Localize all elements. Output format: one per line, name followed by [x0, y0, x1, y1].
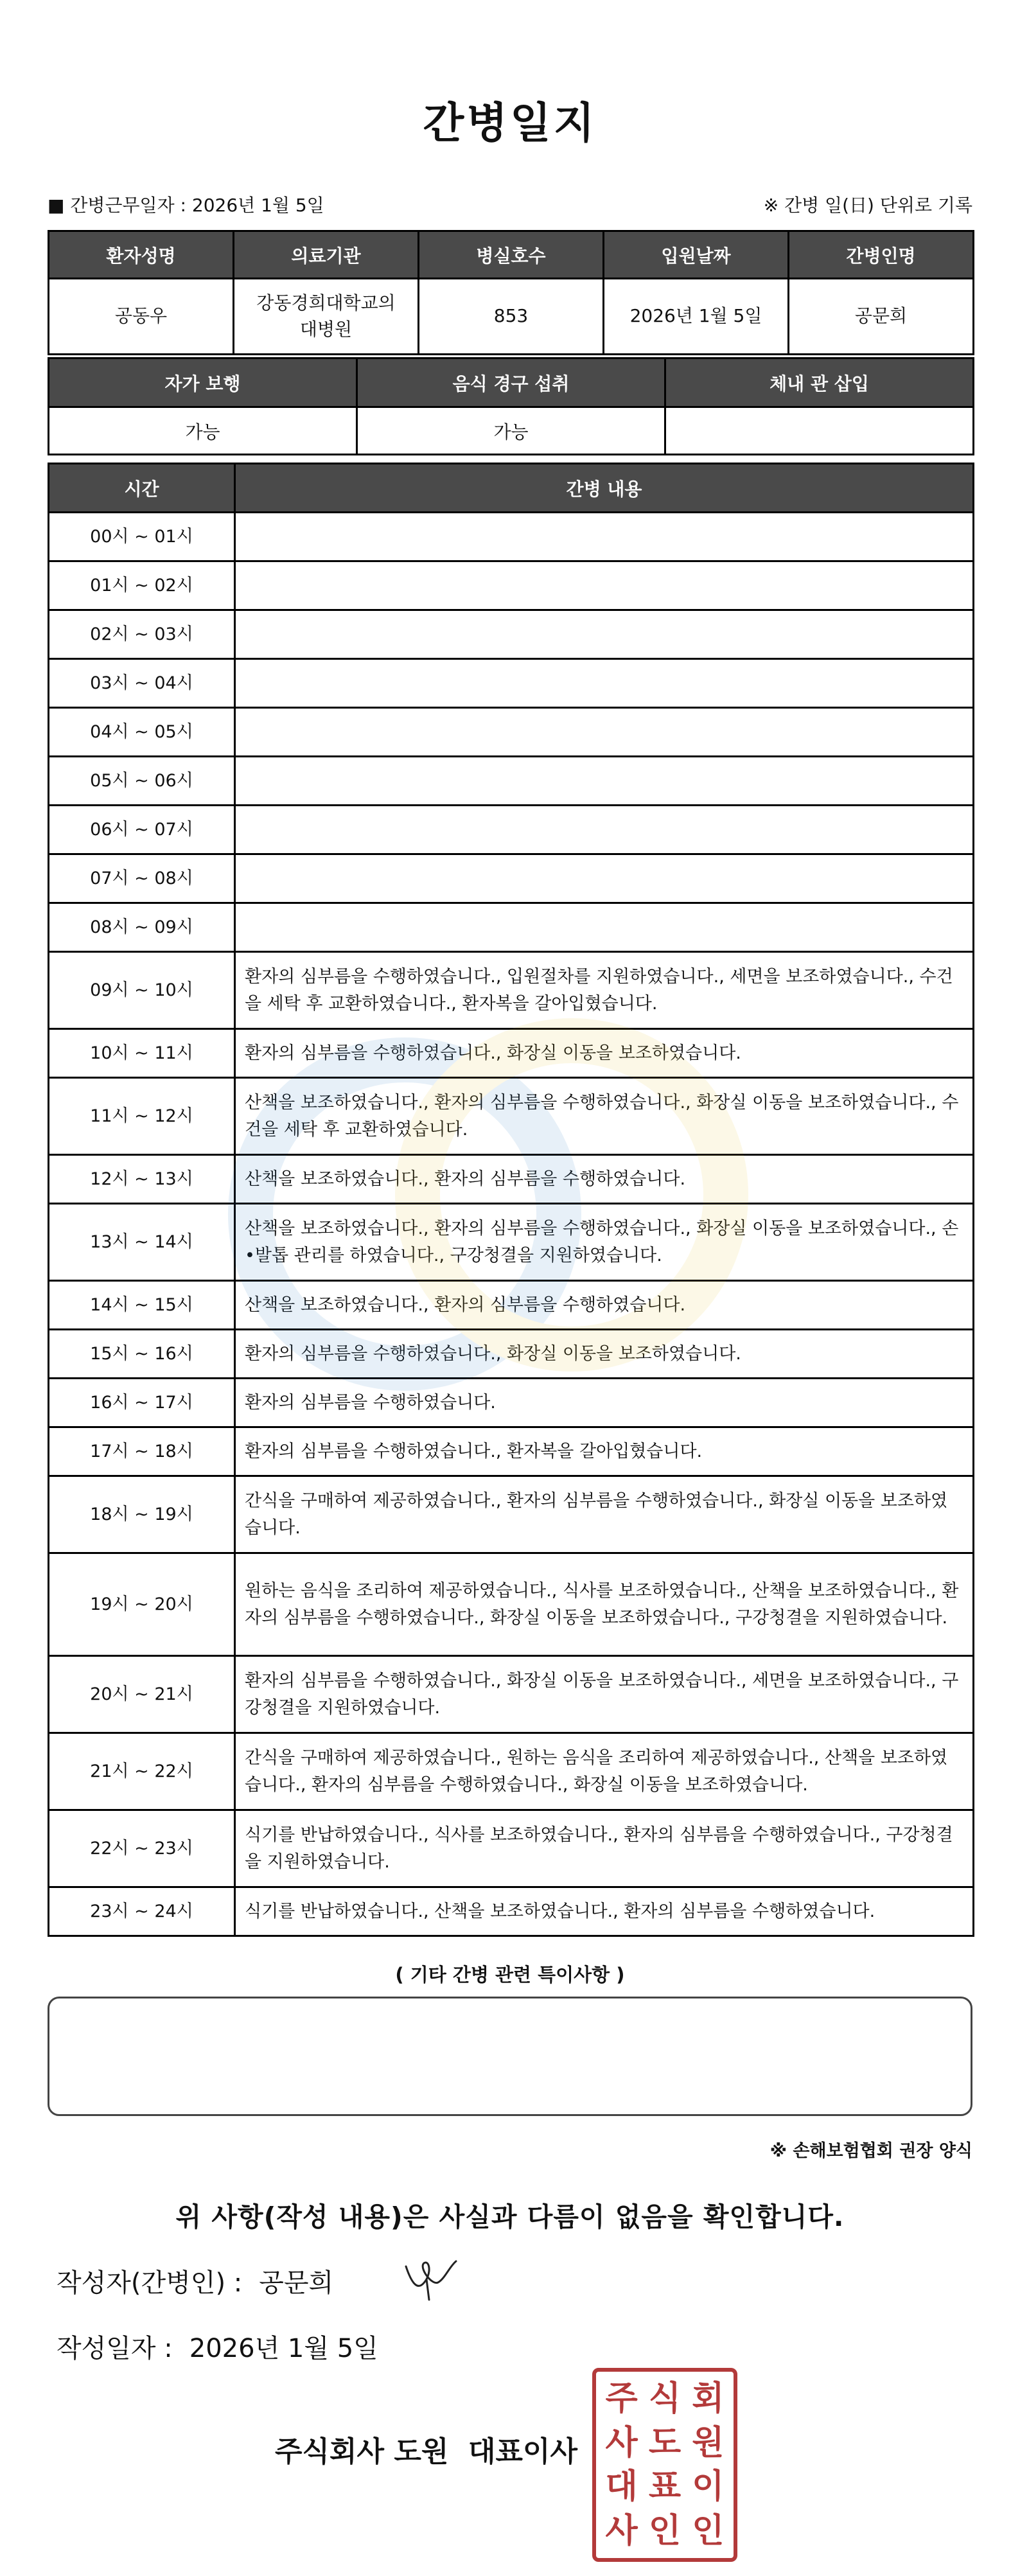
log-row [49, 1330, 974, 1379]
writer-name: 공문희 [259, 2268, 334, 2298]
log-row [49, 1029, 974, 1078]
log-content: 간식을 구매하여 제공하였습니다., 원하는 음식을 조리하여 제공하였습니다., 산책을 보조하였습니다., 환자의 심부름을 수행하였습니다., 화장실 이동을 보조하였습니다. [235, 1733, 974, 1810]
tube-insertion-value [665, 407, 974, 455]
work-date-label: ■ 간병근무일자 : [48, 195, 186, 216]
stamp-glyph: 식 [648, 2379, 681, 2419]
written-date-label: 작성일자 : [57, 2334, 173, 2363]
patient-name: 공동우 [49, 279, 234, 355]
log-content [235, 659, 974, 708]
company-seal-stamp [592, 2368, 737, 2562]
writer-row [57, 2263, 333, 2299]
written-date-value: 2026년 1월 5일 [189, 2334, 378, 2363]
log-time: 06시 ~ 07시 [49, 806, 235, 854]
header-room-number: 병실호수 [419, 231, 604, 279]
log-content: 산책을 보조하였습니다., 환자의 심부름을 수행하였습니다., 화장실 이동을 보조하였습니다., 수건을 세탁 후 교환하였습니다. [235, 1078, 974, 1155]
log-row [49, 1281, 974, 1330]
self-walking-value: 가능 [49, 407, 357, 455]
log-time: 09시 ~ 10시 [49, 952, 235, 1029]
log-row [49, 757, 974, 806]
recommendation-note: ※ 손해보험협회 권장 양식 [769, 2141, 972, 2161]
header-self-walking: 자가 보행 [49, 358, 357, 407]
log-row [49, 708, 974, 757]
log-row [49, 1733, 974, 1810]
header-patient-name: 환자성명 [49, 231, 234, 279]
log-time: 17시 ~ 18시 [49, 1427, 235, 1476]
log-content: 환자의 심부름을 수행하였습니다., 화장실 이동을 보조하였습니다., 세면을 보조하였습니다., 구강청결을 지원하였습니다. [235, 1656, 974, 1733]
log-content [235, 610, 974, 659]
log-time: 13시 ~ 14시 [49, 1204, 235, 1281]
log-row [49, 1810, 974, 1887]
log-time: 04시 ~ 05시 [49, 708, 235, 757]
log-time: 02시 ~ 03시 [49, 610, 235, 659]
log-row [49, 854, 974, 903]
log-content: 환자의 심부름을 수행하였습니다., 환자복을 갈아입혔습니다. [235, 1427, 974, 1476]
room-number: 853 [419, 279, 604, 355]
etc-notes-box [48, 1997, 972, 2116]
log-time: 18시 ~ 19시 [49, 1476, 235, 1553]
writer-label: 작성자(간병인) : [57, 2268, 243, 2298]
log-content: 간식을 구매하여 제공하였습니다., 환자의 심부름을 수행하였습니다., 화장실 이동을 보조하였습니다. [235, 1476, 974, 1553]
log-time: 21시 ~ 22시 [49, 1733, 235, 1810]
log-row [49, 1553, 974, 1656]
log-time: 01시 ~ 02시 [49, 561, 235, 610]
log-row [49, 659, 974, 708]
stamp-glyph: 인 [648, 2510, 681, 2550]
log-time: 16시 ~ 17시 [49, 1379, 235, 1427]
log-time: 11시 ~ 12시 [49, 1078, 235, 1155]
log-row [49, 1476, 974, 1553]
log-row [49, 952, 974, 1029]
header-admission-date: 입원날짜 [604, 231, 789, 279]
log-content: 환자의 심부름을 수행하였습니다., 화장실 이동을 보조하였습니다. [235, 1029, 974, 1078]
hospital-name: 강동경희대학교의대병원 [234, 279, 419, 355]
caregiver-name: 공문희 [789, 279, 974, 355]
log-content: 환자의 심부름을 수행하였습니다., 입원절차를 지원하였습니다., 세면을 보조하였습니다., 수건을 세탁 후 교환하였습니다., 환자복을 갈아입혔습니다. [235, 952, 974, 1029]
etc-title: ( 기타 간병 관련 특이사항 ) [395, 1964, 625, 1986]
log-row [49, 561, 974, 610]
log-content: 산책을 보조하였습니다., 환자의 심부름을 수행하였습니다., 화장실 이동을 보조하였습니다., 손•발톱 관리를 하였습니다., 구강청결을 지원하였습니다. [235, 1204, 974, 1281]
log-row [49, 903, 974, 952]
work-date [48, 191, 324, 217]
log-content: 식기를 반납하였습니다., 산책을 보조하였습니다., 환자의 심부름을 수행하였습니다. [235, 1887, 974, 1936]
care-log-table [48, 463, 974, 1937]
stamp-glyph: 사 [605, 2422, 638, 2462]
log-row [49, 1379, 974, 1427]
header-tube-insertion: 체내 관 삽입 [665, 358, 974, 407]
log-row [49, 513, 974, 561]
log-time: 00시 ~ 01시 [49, 513, 235, 561]
log-time: 14시 ~ 15시 [49, 1281, 235, 1330]
log-time: 20시 ~ 21시 [49, 1656, 235, 1733]
company-representative: 주식회사 도원 대표이사 [275, 2435, 577, 2468]
stamp-glyph: 인 [692, 2510, 725, 2550]
log-row [49, 1078, 974, 1155]
log-row [49, 1656, 974, 1733]
log-content [235, 757, 974, 806]
patient-ability-table [48, 357, 974, 455]
log-time: 07시 ~ 08시 [49, 854, 235, 903]
log-content [235, 561, 974, 610]
log-content: 산책을 보조하였습니다., 환자의 심부름을 수행하였습니다. [235, 1281, 974, 1330]
oral-intake-value: 가능 [357, 407, 665, 455]
log-content: 산책을 보조하였습니다., 환자의 심부름을 수행하였습니다. [235, 1155, 974, 1204]
document-title: 간병일지 [423, 98, 597, 148]
log-time: 15시 ~ 16시 [49, 1330, 235, 1379]
header-caregiver-name: 간병인명 [789, 231, 974, 279]
stamp-glyph: 회 [692, 2379, 725, 2419]
signature-image [393, 2247, 464, 2305]
log-content: 환자의 심부름을 수행하였습니다. [235, 1379, 974, 1427]
patient-info-table [48, 230, 974, 355]
log-time: 03시 ~ 04시 [49, 659, 235, 708]
meta-row [48, 191, 972, 217]
header-hospital: 의료기관 [234, 231, 419, 279]
log-time: 19시 ~ 20시 [49, 1553, 235, 1656]
log-time: 05시 ~ 06시 [49, 757, 235, 806]
work-date-value: 2026년 1월 5일 [191, 195, 324, 216]
log-row [49, 1427, 974, 1476]
log-time: 10시 ~ 11시 [49, 1029, 235, 1078]
log-content [235, 903, 974, 952]
stamp-glyph: 원 [692, 2422, 725, 2462]
log-content [235, 513, 974, 561]
log-time: 08시 ~ 09시 [49, 903, 235, 952]
record-unit-note: ※ 간병 일(日) 단위로 기록 [763, 195, 972, 216]
stamp-glyph: 표 [648, 2467, 681, 2507]
stamp-glyph: 대 [605, 2467, 638, 2507]
confirmation-statement: 위 사항(작성 내용)은 사실과 다름이 없음을 확인합니다. [175, 2201, 845, 2232]
stamp-glyph: 사 [605, 2510, 638, 2550]
log-row [49, 1204, 974, 1281]
log-content: 식기를 반납하였습니다., 식사를 보조하였습니다., 환자의 심부름을 수행하였습니다., 구강청결을 지원하였습니다. [235, 1810, 974, 1887]
log-time: 12시 ~ 13시 [49, 1155, 235, 1204]
log-row [49, 1887, 974, 1936]
log-content [235, 708, 974, 757]
stamp-glyph: 이 [692, 2467, 725, 2507]
log-time: 22시 ~ 23시 [49, 1810, 235, 1887]
log-row [49, 806, 974, 854]
log-row [49, 610, 974, 659]
log-row [49, 1155, 974, 1204]
stamp-glyph: 주 [605, 2379, 638, 2419]
log-content [235, 806, 974, 854]
log-time: 23시 ~ 24시 [49, 1887, 235, 1936]
log-content [235, 854, 974, 903]
stamp-glyph: 도 [648, 2422, 681, 2462]
header-oral-intake: 음식 경구 섭취 [357, 358, 665, 407]
header-time: 시간 [49, 464, 235, 513]
log-content: 환자의 심부름을 수행하였습니다., 화장실 이동을 보조하였습니다. [235, 1330, 974, 1379]
written-date-row [57, 2328, 378, 2365]
header-care-content: 간병 내용 [235, 464, 974, 513]
admission-date: 2026년 1월 5일 [604, 279, 789, 355]
log-content: 원하는 음식을 조리하여 제공하였습니다., 식사를 보조하였습니다., 산책을 보조하였습니다., 환자의 심부름을 수행하였습니다., 화장실 이동을 보조하였습니다., 구강청결을 지원하였습니다. [235, 1553, 974, 1656]
